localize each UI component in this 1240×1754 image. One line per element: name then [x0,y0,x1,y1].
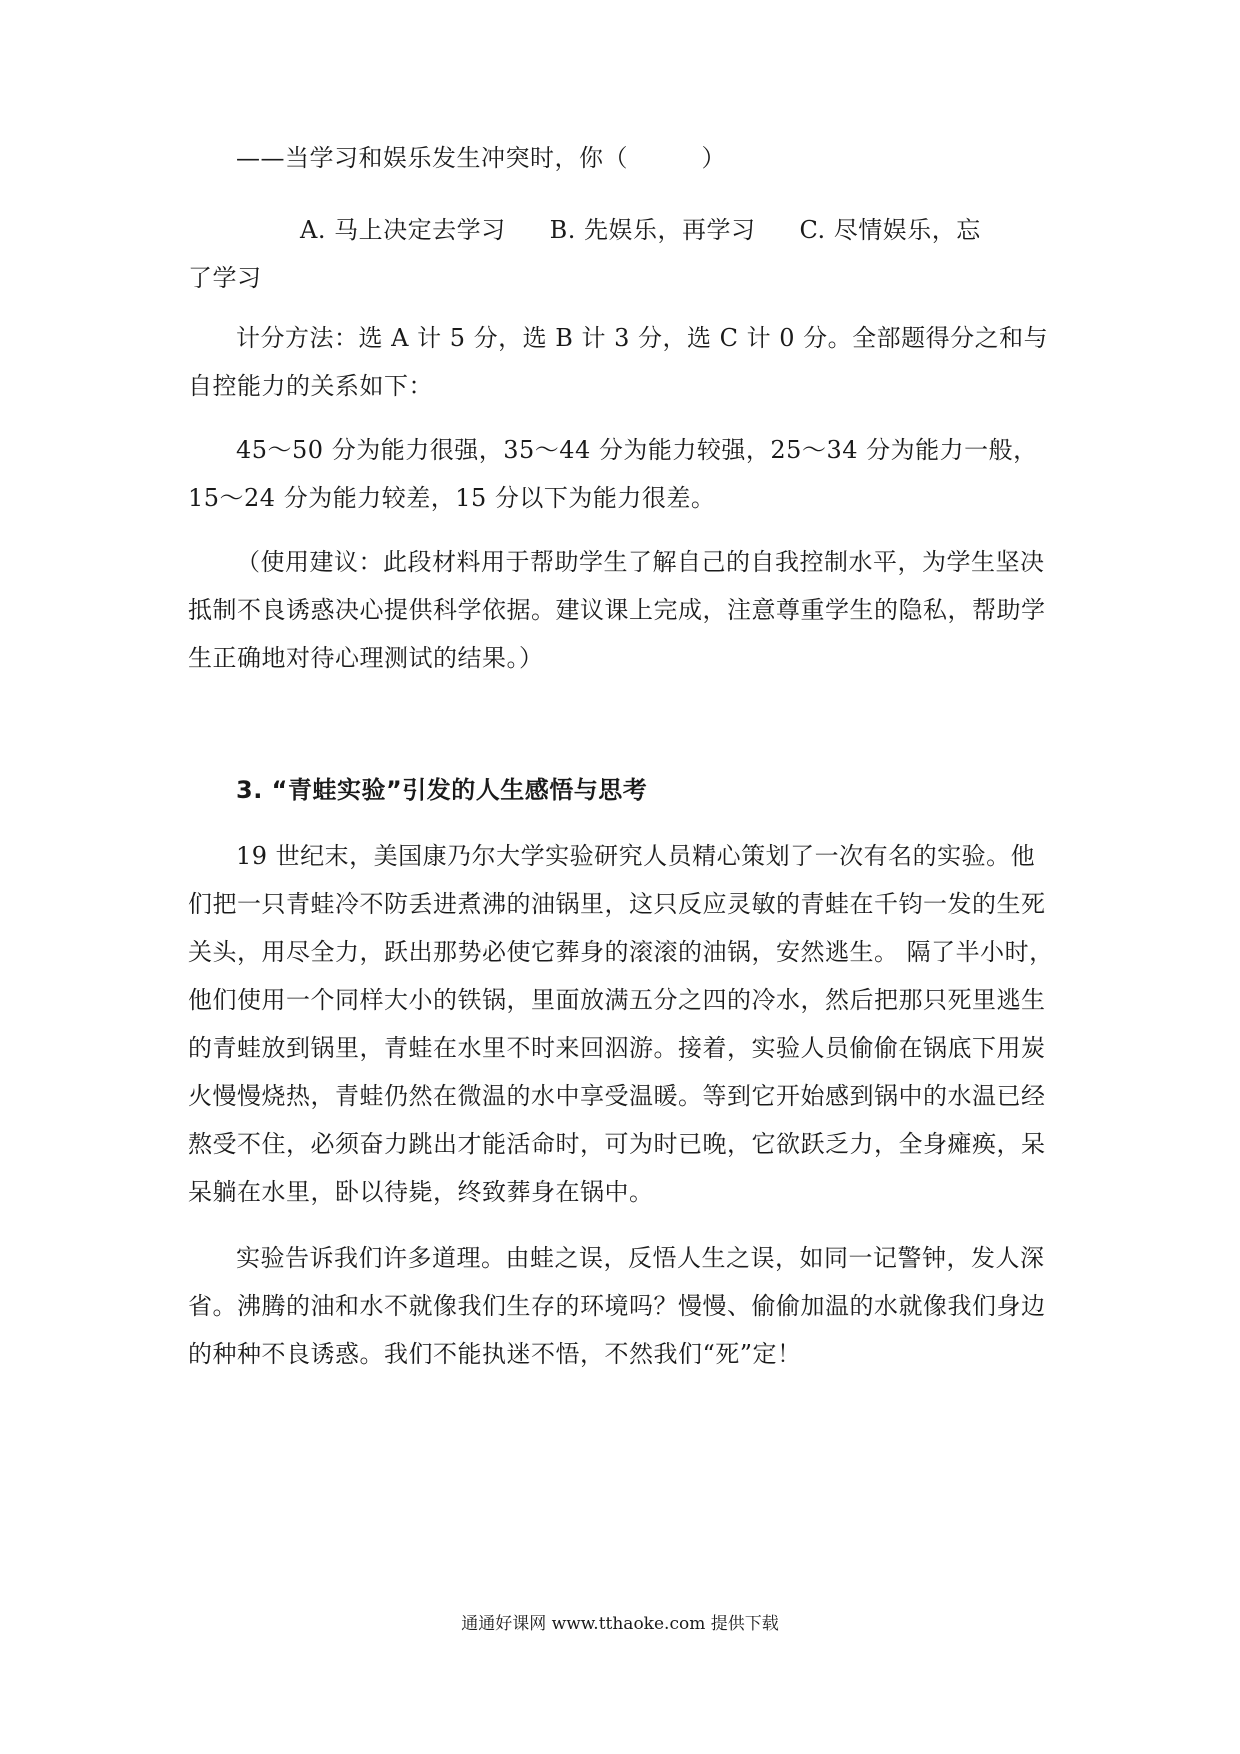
options-line [188,206,1058,254]
page-footer: 通通好课网 www.tthaoke.com 提供下载 [461,1614,779,1634]
question-stem: ——当学习和娱乐发生冲突时，你（ ） [236,144,726,172]
question-options [188,206,1058,302]
option-b: B. 先娱乐，再学习 [549,216,756,244]
option-a: A. 马上决定去学习 [300,216,506,244]
scoring-levels: 45～50 分为能力很强，35～44 分为能力较强，25～34 分为能力一般，15～24 分为能力较差，15 分以下为能力很差。 [188,436,1038,512]
lesson-paragraph: 实验告诉我们许多道理。由蛙之误，反悟人生之误，如同一记警钟，发人深省。沸腾的油和水不就像我们生存的环境吗？慢慢、偷偷加温的水就像我们身边的种种不良诱惑。我们不能执迷不悟，不然我们“死”定！ [188,1244,1046,1368]
frog-experiment-paragraph: 19 世纪末，美国康乃尔大学实验研究人员精心策划了一次有名的实验。他们把一只青蛙冷不防丢进煮沸的油锅里，这只反应灵敏的青蛙在千钧一发的生死关头，用尽全力，跃出那势必使它葬身的滚滚的油锅，安然逃生。 隔了半小时，他们使用一个同样大小的铁锅，里面放满五分之四的冷水，然后把那只死里逃生的青蛙放到锅里，青蛙在水里不时来回泅游。接着，实验人员偷偷在锅底下用炭火慢慢烧热，青蛙仍然在微温的水中享受温暖。等到它开始感到锅中的水温已经熬受不住，必须奋力跳出才能活命时，可为时已晚，它欲跃乏力，全身瘫痪，呆呆躺在水里，卧以待毙，终致葬身在锅中。 [188,842,1054,1206]
option-c-continued: 了学习 [188,264,262,292]
section-heading: 3. “青蛙实验”引发的人生感悟与思考 [236,776,648,804]
scoring-method: 计分方法：选 A 计 5 分，选 B 计 3 分，选 C 计 0 分。全部题得分之和与自控能力的关系如下： [188,324,1049,400]
option-c: C. 尽情娱乐，忘 [799,216,981,244]
usage-suggestion: （使用建议：此段材料用于帮助学生了解自己的自我控制水平，为学生坚决抵制不良诱惑决心提供科学依据。建议课上完成，注意尊重学生的隐私，帮助学生正确地对待心理测试的结果。） [188,548,1046,672]
